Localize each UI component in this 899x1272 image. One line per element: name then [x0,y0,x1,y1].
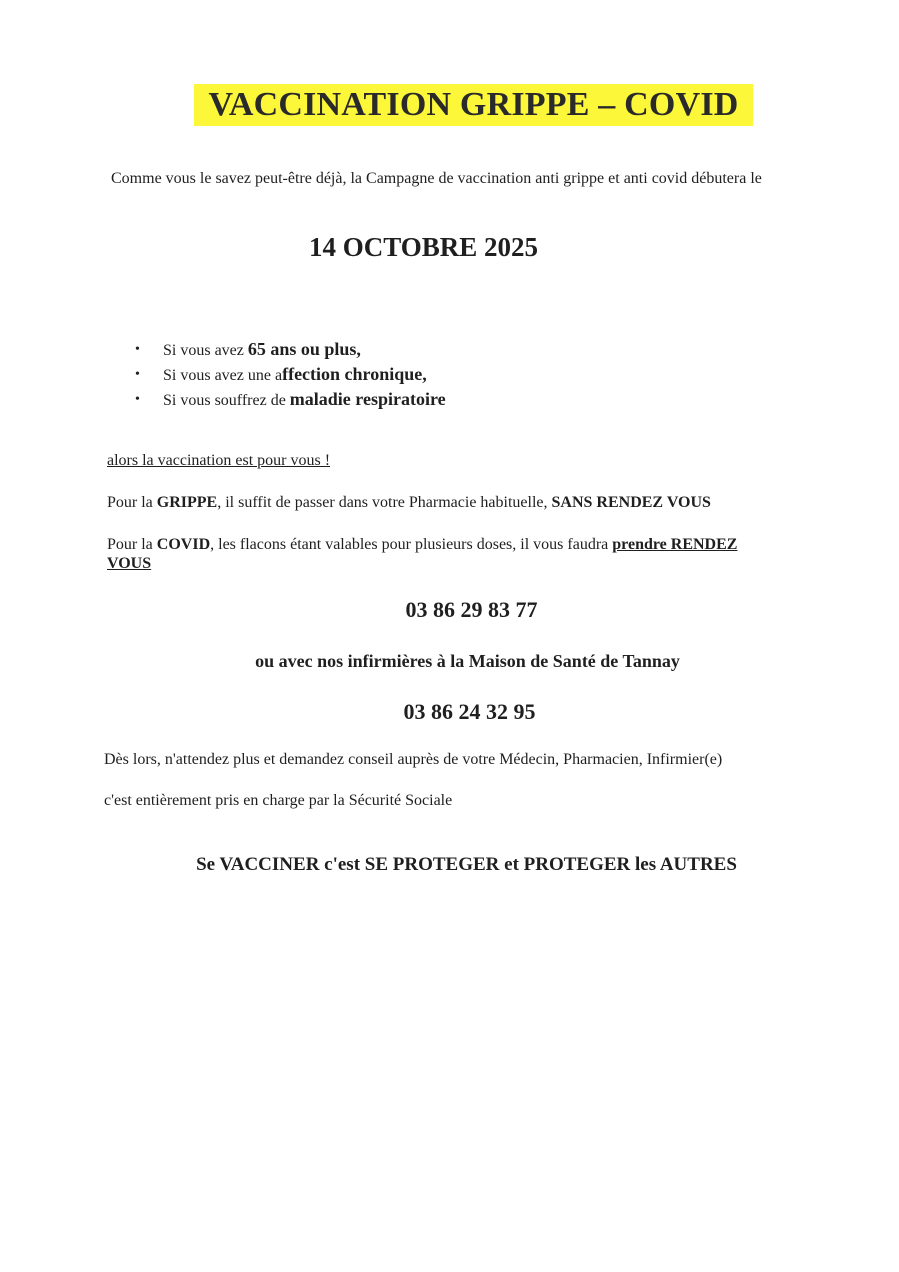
eligibility-list [131,337,446,412]
grippe-text-2: , il suffit de passer dans votre Pharmacie habituelle, [217,494,552,511]
covid-line [107,535,737,555]
grippe-text-1: Pour la [107,494,157,511]
slogan: Se VACCINER c'est SE PROTEGER et PROTEGER les AUTRES [196,854,737,875]
bullet-text: Si vous avez une a [163,367,283,384]
intro-paragraph: Comme vous le savez peut-être déjà, la Campagne de vaccination anti grippe et anti covid débutera le [111,170,762,187]
page-title: VACCINATION GRIPPE – COVID [208,86,739,123]
bullet-emphasis: maladie respiratoire [289,389,446,409]
charge-line: c'est entièrement pris en charge par la Sécurité Sociale [104,792,453,809]
sans-rendez-vous: SANS RENDEZ VOUS [551,494,711,511]
nurses-line: ou avec nos infirmières à la Maison de Santé de Tannay [255,651,680,671]
grippe-line [107,493,711,513]
list-item [131,337,446,362]
vous-keyword: VOUS [107,555,152,572]
bullet-icon: • [135,342,140,357]
campaign-date: 14 OCTOBRE 2025 [308,232,539,262]
prendre-rendez: prendre RENDEZ [612,536,738,553]
covid-keyword: COVID [156,536,211,553]
covid-line-2 [107,554,151,574]
bullet-emphasis: 65 ans ou plus, [247,339,361,359]
list-item [131,387,446,412]
bullet-text: Si vous souffrez de [163,392,290,409]
covid-text-1: Pour la [107,536,157,553]
bullet-icon: • [135,392,140,407]
conseil-line: Dès lors, n'attendez plus et demandez conseil auprès de votre Médecin, Pharmacien, Infirmier(e) [104,751,723,768]
covid-text-2: , les flacons étant valables pour plusieurs doses, il vous faudra [210,536,613,553]
nurses-phone: 03 86 24 32 95 [403,699,536,724]
pharmacy-phone: 03 86 29 83 77 [405,597,538,622]
bullet-icon: • [135,367,140,382]
bullet-emphasis: ffection chronique, [282,364,427,384]
alors-line: alors la vaccination est pour vous ! [107,452,331,469]
list-item [131,362,446,387]
grippe-keyword: GRIPPE [156,494,218,511]
title-highlight [194,84,753,126]
bullet-text: Si vous avez [163,342,248,359]
